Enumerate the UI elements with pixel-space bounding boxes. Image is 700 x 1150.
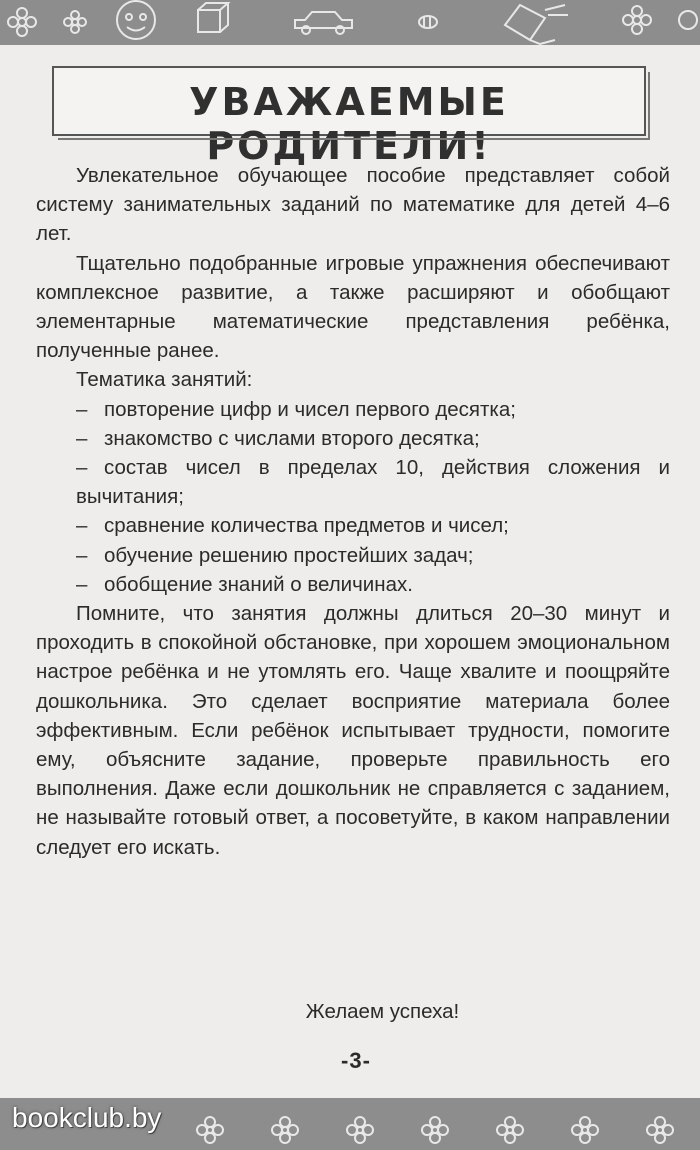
flower-icon xyxy=(64,11,86,33)
closing-wish: Желаем успеха! xyxy=(305,1000,460,1023)
main-text xyxy=(36,161,670,862)
page-title: УВАЖАЕМЫЕ РОДИТЕЛИ! xyxy=(189,80,509,168)
topics-heading: Тематика занятий: xyxy=(76,368,253,392)
flower-icon xyxy=(347,1117,373,1143)
flower-icon xyxy=(647,1117,673,1143)
flower-icon xyxy=(572,1117,598,1143)
top-decorative-band xyxy=(0,0,700,45)
intro-paragraph-2: Тщательно подобранные игровые упражнения обеспечивают комплексное развитие, а также расширяют и обобщают элементарные математические представления ребёнка, полученные ранее. xyxy=(36,251,670,363)
sun-icon xyxy=(679,11,697,29)
list-item: – состав чисел в пределах 10, действия сложения и вычитания; xyxy=(76,456,670,509)
list-item: – обучение решению простейших задач; xyxy=(76,543,474,567)
flower-icon xyxy=(197,1117,223,1143)
title-frame xyxy=(52,66,646,168)
list-item: – знакомство с числами второго десятка; xyxy=(76,426,480,450)
watermark-text: bookclub.by xyxy=(12,1102,162,1133)
list-item: – повторение цифр и чисел первого десятка; xyxy=(76,397,516,421)
kite-icon xyxy=(505,5,568,44)
bee-icon xyxy=(419,16,437,28)
flower-icon xyxy=(623,6,651,34)
flower-icon xyxy=(272,1117,298,1143)
flower-icon xyxy=(497,1117,523,1143)
smiley-face-icon xyxy=(117,1,155,39)
top-doodles-icon xyxy=(0,0,700,45)
advice-paragraph: Помните, что занятия должны длиться 20–30 минут и проходить в спокойной обстановке, при хорошем эмоциональном настрое ребёнка и не утомлять его. Чаще хвалите и поощряйте дошкольника. Это сделает восприятие материала более эффективным. Если ребёнок испытывает трудности, помогите ему, объясните задание, проверьте правильность его выполнения. Даже если дошкольник не справляется с заданием, не называйте готовый ответ, а посоветуйте, в каком направлении следует его искать. xyxy=(36,602,670,859)
list-item: – обобщение знаний о величинах. xyxy=(76,572,413,596)
car-icon xyxy=(295,12,352,34)
flower-icon xyxy=(8,8,36,36)
topics-list xyxy=(36,395,670,599)
list-item: – сравнение количества предметов и чисел; xyxy=(76,514,509,538)
page-number: -3- xyxy=(341,1048,371,1073)
intro-paragraph-1: Увлекательное обучающее пособие представляет собой систему занимательных заданий по математике для детей 4–6 лет. xyxy=(36,164,670,246)
cube-icon xyxy=(198,3,228,32)
flower-icon xyxy=(422,1117,448,1143)
